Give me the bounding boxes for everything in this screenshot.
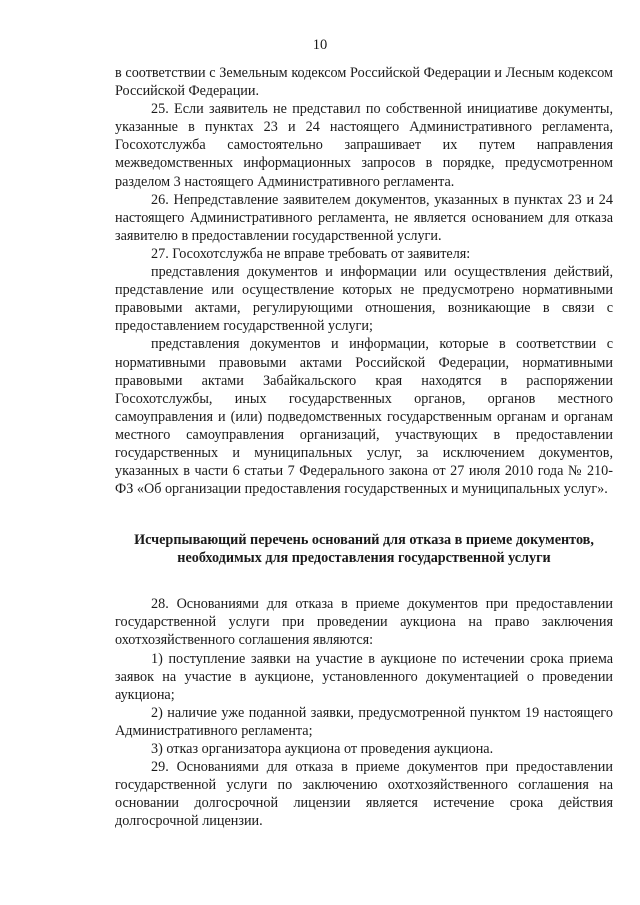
paragraph-item-25: 25. Если заявитель не представил по собственной инициативе документы, указанные в пунктах 23 и 24 настоящего Административного регламента, Госохотслужба самостоятельно запрашивает их путем направления межведомственных информационных запросов в порядке, предусмотренном разделом 3 настоящего Административного регламента. bbox=[115, 101, 613, 190]
section-heading-line: Исчерпывающий перечень оснований для отказа в приеме документов, bbox=[134, 532, 594, 549]
paragraph-item-29: 29. Основаниями для отказа в приеме документов при предоставлении государственной услуги по заключению охотхозяйственного соглашения на основании долгосрочной лицензии является истечение срока действия долгосрочной лицензии. bbox=[115, 759, 613, 830]
paragraph-subitem: 2) наличие уже поданной заявки, предусмотренной пунктом 19 настоящего Административного регламента; bbox=[115, 704, 613, 739]
paragraph-subitem: 3) отказ организатора аукциона от проведения аукциона. bbox=[151, 741, 494, 757]
section-heading-line: необходимых для предоставления государственной услуги bbox=[177, 550, 551, 567]
paragraph-subitem: 1) поступление заявки на участие в аукционе по истечении срока приема заявок на участие в аукционе, установленного документацией о проведении аукциона; bbox=[115, 650, 613, 703]
paragraph-item-26: 26. Непредставление заявителем документов, указанных в пунктах 23 и 24 настоящего Административного регламента, не является основанием для отказа заявителю в предоставлении государственной услуги. bbox=[115, 191, 613, 244]
paragraphs-before-heading bbox=[115, 64, 613, 498]
paragraph-subitem: представления документов и информации, которые в соответствии с нормативными правовыми актами Российской Федерации, нормативными правовыми актами Забайкальского края находятся в распоряжении Госохотслужбы, иных государственных органов, органов местного самоуправления и (или) подведомственных государственным органам и органам местного самоуправления организаций, участвующих в предоставлении государственных и муниципальных услуг, за исключением документов, указанных в части 6 статьи 7 Федерального закона от 27 июля 2010 года № 210-ФЗ «Об организации предоставления государственных и муниципальных услуг». bbox=[115, 336, 613, 498]
document-body bbox=[115, 64, 613, 830]
paragraph-subitem: представления документов и информации или осуществления действий, представление или осуществление которых не предусмотрено нормативными правовыми актами, регулирующими отношения, возникающие в связи с предоставлением государственной услуги; bbox=[115, 264, 613, 335]
paragraph-item-28: 28. Основаниями для отказа в приеме документов при предоставлении государственной услуги при проведении аукциона на право заключения охотхозяйственного соглашения являются: bbox=[115, 596, 613, 649]
paragraph-item-27: 27. Госохотслужба не вправе требовать от заявителя: bbox=[151, 245, 471, 262]
section-heading bbox=[115, 531, 613, 567]
page-number: 10 bbox=[312, 37, 328, 53]
paragraph: в соответствии с Земельным кодексом Российской Федерации и Лесным кодексом Российской Федерации. bbox=[115, 65, 613, 100]
paragraphs-after-heading bbox=[115, 595, 613, 830]
